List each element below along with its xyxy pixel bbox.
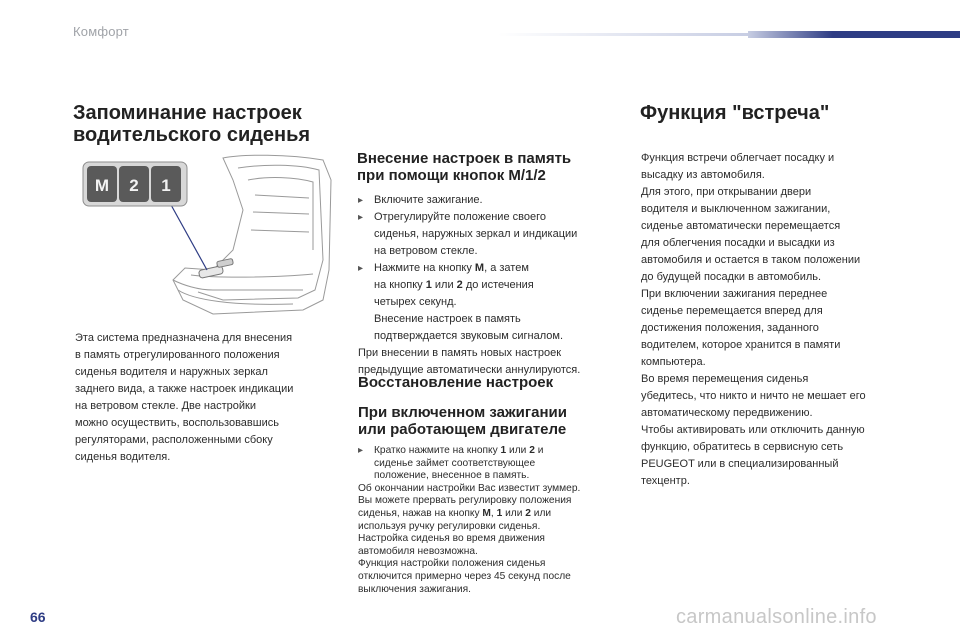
button-1-label: 1	[161, 176, 171, 195]
note-text: При внесении в память новых настроек	[358, 347, 562, 359]
step-text: на кнопку 1 или 2 до истечения	[374, 279, 534, 291]
middle-title-line1: Внесение настроек в память	[357, 150, 572, 167]
right-body-line: сиденье автоматически перемещается	[641, 220, 841, 232]
restore-text: сиденья, нажав на кнопку M, 1 или 2 или	[358, 507, 552, 519]
middle-title-line2: при помощи кнопок M/1/2	[357, 167, 546, 184]
right-body-line: высадку из автомобиля.	[641, 169, 765, 181]
step-text: Внесение настроек в память	[374, 313, 521, 325]
middle-title	[357, 150, 627, 184]
right-title	[640, 102, 930, 124]
left-title	[73, 102, 343, 146]
list-item	[358, 209, 628, 260]
restore-text: Вы можете прервать регулировку положения	[358, 495, 572, 507]
right-body-line: достижения положения, заданного	[641, 322, 819, 334]
left-body	[75, 330, 345, 466]
restore-text: используя ручку регулировки сиденья.	[358, 520, 541, 532]
left-body-line: сиденья водителя.	[75, 451, 171, 463]
step-text: Включите зажигание.	[374, 194, 483, 206]
page-number: 66	[30, 609, 46, 625]
step-text: на ветровом стекле.	[374, 245, 478, 257]
list-item	[358, 192, 628, 209]
section-label: Комфорт	[73, 24, 129, 39]
restore-text: Об окончании настройки Вас известит зуммер.	[358, 482, 581, 494]
restore-text: сиденье займет соответствующее	[374, 457, 536, 469]
right-body-line: При включении зажигания переднее	[641, 288, 828, 300]
left-title-line1: Запоминание настроек	[73, 102, 302, 124]
restore-body	[358, 445, 628, 596]
button-m-label: M	[94, 176, 110, 195]
list-item	[358, 260, 628, 345]
restore-text: отключится примерно через 45 секунд после	[358, 570, 571, 582]
right-body-line: автомобиля и остается в таком положении	[641, 254, 861, 266]
restore-text: положение, внесенное в память.	[374, 470, 530, 482]
header-accent-bar	[498, 31, 960, 38]
step-text: четырех секунд.	[374, 296, 457, 308]
step-text: Нажмите на кнопку M, а затем	[374, 262, 529, 274]
bullet-icon: ▸	[358, 212, 364, 223]
right-body-line: PEUGEOT или в специализированный	[641, 458, 839, 470]
right-body-line: компьютера.	[641, 356, 706, 368]
list-item	[358, 445, 628, 483]
right-body-line: Для этого, при открывании двери	[641, 186, 812, 198]
step-text: подтверждается звуковым сигналом.	[374, 330, 564, 342]
restore-text: автомобиля невозможна.	[358, 545, 478, 557]
restore-text: Кратко нажмите на кнопку 1 или 2 и	[374, 445, 544, 456]
seat-memory-illustration	[73, 150, 335, 320]
seat-illustration-icon	[73, 150, 335, 320]
restore-text: Настройка сиденья во время движения	[358, 533, 545, 545]
restore-subtitle: Восстановление настроек	[358, 374, 554, 391]
button-2-label: 2	[129, 176, 139, 195]
right-body-line: Чтобы активировать или отключить данную	[641, 424, 865, 436]
ignition-title	[358, 404, 628, 438]
restore-text: Функция настройки положения сиденья	[358, 558, 546, 570]
restore-text: выключения зажигания.	[358, 583, 471, 595]
right-body-line: водителя и выключенном зажигании,	[641, 203, 831, 215]
ignition-title-line1: При включенном зажигании	[358, 404, 567, 421]
left-body-line: сиденья водителя и наружных зеркал	[75, 366, 268, 378]
right-body-line: функцию, обратитесь в сервисную сеть	[641, 441, 844, 453]
right-body-line: до будущей посадки в автомобиль.	[641, 271, 822, 283]
left-title-line2: водительского сиденья	[73, 124, 311, 146]
bullet-icon: ▸	[358, 445, 364, 456]
left-body-line: в память отрегулированного положения	[75, 349, 280, 361]
step-text: сиденья, наружных зеркал и индикации	[374, 228, 578, 240]
watermark: carmanualsonline.info	[676, 606, 877, 628]
left-body-line: регуляторами, расположенными сбоку	[75, 434, 273, 446]
right-body-line: водителем, которое хранится в памяти	[641, 339, 841, 351]
restore-title	[358, 374, 628, 391]
right-body	[641, 150, 931, 490]
right-body-line: для облегчения посадки и высадки из	[641, 237, 835, 249]
right-body-line: техцентр.	[641, 475, 690, 487]
bullet-icon: ▸	[358, 195, 364, 206]
left-body-line: можно осуществить, воспользовавшись	[75, 417, 279, 429]
right-body-line: Функция встречи облегчает посадку и	[641, 152, 835, 164]
right-body-line: автоматическому передвижению.	[641, 407, 813, 419]
step-text: Отрегулируйте положение своего	[374, 211, 546, 223]
left-body-line: заднего вида, а также настроек индикации	[75, 383, 294, 395]
right-body-line: убедитесь, что никто и ничто не мешает его	[641, 390, 866, 402]
memory-steps	[358, 192, 628, 379]
welcome-function-title: Функция "встреча"	[640, 102, 830, 124]
bullet-icon: ▸	[358, 263, 364, 274]
right-body-line: сиденье перемещается вперед для	[641, 305, 823, 317]
note-text: предыдущие автоматически аннулируются.	[358, 364, 581, 376]
left-body-line: на ветровом стекле. Две настройки	[75, 400, 256, 412]
right-body-line: Во время перемещения сиденья	[641, 373, 809, 385]
ignition-title-line2: или работающем двигателе	[358, 421, 567, 438]
left-body-line: Эта система предназначена для внесения	[75, 332, 293, 344]
